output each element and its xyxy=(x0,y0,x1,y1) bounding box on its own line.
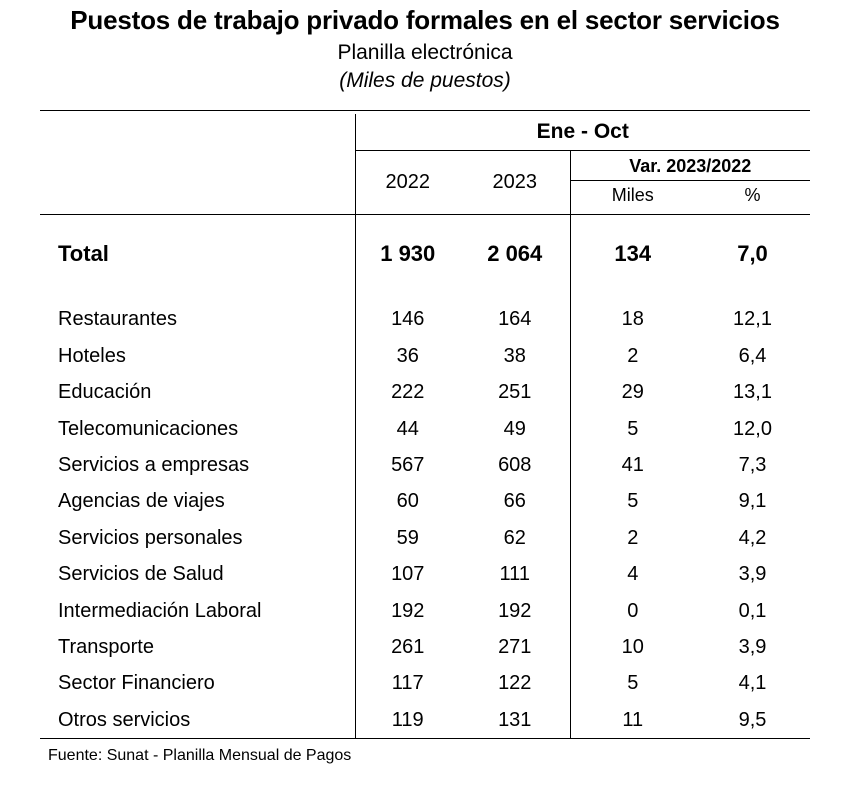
row-miles: 10 xyxy=(570,629,695,665)
row-miles: 5 xyxy=(570,411,695,447)
row-label: Hoteles xyxy=(58,344,126,367)
row-miles: 2 xyxy=(570,338,695,374)
row-percent: 0,1 xyxy=(738,599,767,622)
page-subtitle: Planilla electrónica xyxy=(337,40,513,64)
row-2022: 44 xyxy=(355,411,460,447)
header-col-percent: % xyxy=(744,185,761,206)
row-miles: 11 xyxy=(570,702,695,739)
table-row-total xyxy=(40,215,810,294)
total-label: Total xyxy=(58,241,109,267)
row-percent: 6,4 xyxy=(738,344,767,367)
row-miles: 2 xyxy=(570,520,695,556)
row-miles: 18 xyxy=(570,301,695,337)
row-label: Intermediación Laboral xyxy=(58,599,262,622)
row-miles: 29 xyxy=(570,374,695,410)
header-corner-empty xyxy=(40,114,355,151)
row-2022: 60 xyxy=(355,483,460,519)
row-2023: 271 xyxy=(498,636,532,658)
table-row xyxy=(40,374,810,410)
total-percent: 7,0 xyxy=(737,241,768,267)
row-miles: 0 xyxy=(570,593,695,629)
table-container xyxy=(40,110,810,741)
title-block xyxy=(0,0,850,94)
header-empty-left-2 xyxy=(40,181,355,213)
row-2023: 251 xyxy=(498,381,532,404)
table-row xyxy=(40,483,810,519)
row-2023: 38 xyxy=(503,344,526,367)
row-label: Otros servicios xyxy=(58,708,191,731)
row-miles: 5 xyxy=(570,665,695,701)
row-2022: 222 xyxy=(355,374,460,410)
row-label: Servicios personales xyxy=(58,526,243,549)
row-2023: 164 xyxy=(498,308,532,331)
row-percent: 9,1 xyxy=(738,490,767,513)
row-2023: 49 xyxy=(503,417,526,440)
table-row xyxy=(40,593,810,629)
row-miles: 4 xyxy=(570,556,695,592)
total-2022: 1 930 xyxy=(355,215,460,294)
row-2023: 62 xyxy=(503,526,526,549)
table-row xyxy=(40,447,810,483)
row-percent: 13,1 xyxy=(733,381,772,404)
row-2023: 192 xyxy=(498,599,532,622)
row-label: Agencias de viajes xyxy=(58,490,225,513)
row-2023: 122 xyxy=(498,672,532,695)
table-row xyxy=(40,338,810,374)
row-percent: 3,9 xyxy=(738,636,767,658)
row-2023: 131 xyxy=(498,708,532,731)
header-years-row xyxy=(40,151,810,181)
row-2022: 146 xyxy=(355,301,460,337)
row-label: Servicios de Salud xyxy=(58,563,224,586)
total-2023: 2 064 xyxy=(487,241,543,267)
page-title: Puestos de trabajo privado formales en el sector servicios xyxy=(70,5,780,35)
row-2022: 261 xyxy=(355,629,460,665)
header-col-2022: 2022 xyxy=(355,151,460,213)
row-spacer xyxy=(40,293,810,301)
header-empty-left xyxy=(40,151,355,181)
row-percent: 4,1 xyxy=(738,672,767,695)
header-col-miles: Miles xyxy=(570,181,695,213)
header-col-2023: 2023 xyxy=(492,171,537,194)
header-var-label: Var. 2023/2022 xyxy=(570,151,810,181)
row-label: Transporte xyxy=(58,636,154,658)
total-miles: 134 xyxy=(570,215,695,294)
employment-table xyxy=(40,110,810,741)
row-2022: 117 xyxy=(355,665,460,701)
table-row xyxy=(40,556,810,592)
row-label: Educación xyxy=(58,381,152,404)
row-2022: 36 xyxy=(355,338,460,374)
row-percent: 3,9 xyxy=(738,563,767,586)
row-label: Restaurantes xyxy=(58,308,177,331)
row-miles: 5 xyxy=(570,483,695,519)
table-row xyxy=(40,629,810,665)
row-2022: 192 xyxy=(355,593,460,629)
row-percent: 12,0 xyxy=(733,417,772,440)
row-2023: 111 xyxy=(499,563,530,586)
table-row xyxy=(40,665,810,701)
source-note: Fuente: Sunat - Planilla Mensual de Pagos xyxy=(48,747,352,765)
page-units-note: (Miles de puestos) xyxy=(339,69,511,93)
header-group-row xyxy=(40,114,810,151)
row-label: Telecomunicaciones xyxy=(58,417,239,440)
row-2022: 59 xyxy=(355,520,460,556)
row-2023: 608 xyxy=(498,454,532,477)
header-period-label: Ene - Oct xyxy=(355,114,810,151)
row-miles: 41 xyxy=(570,447,695,483)
row-2022: 119 xyxy=(355,702,460,739)
table-bottom-rule xyxy=(40,739,810,742)
row-percent: 9,5 xyxy=(738,708,767,731)
table-row xyxy=(40,520,810,556)
table-row xyxy=(40,301,810,337)
table-row xyxy=(40,411,810,447)
row-label: Sector Financiero xyxy=(58,672,215,695)
row-percent: 4,2 xyxy=(738,526,767,549)
row-2022: 567 xyxy=(355,447,460,483)
row-label: Servicios a empresas xyxy=(58,454,250,477)
row-2022: 107 xyxy=(355,556,460,592)
table-row xyxy=(40,702,810,739)
row-2023: 66 xyxy=(503,490,526,513)
row-percent: 7,3 xyxy=(738,454,767,477)
row-percent: 12,1 xyxy=(733,308,772,331)
